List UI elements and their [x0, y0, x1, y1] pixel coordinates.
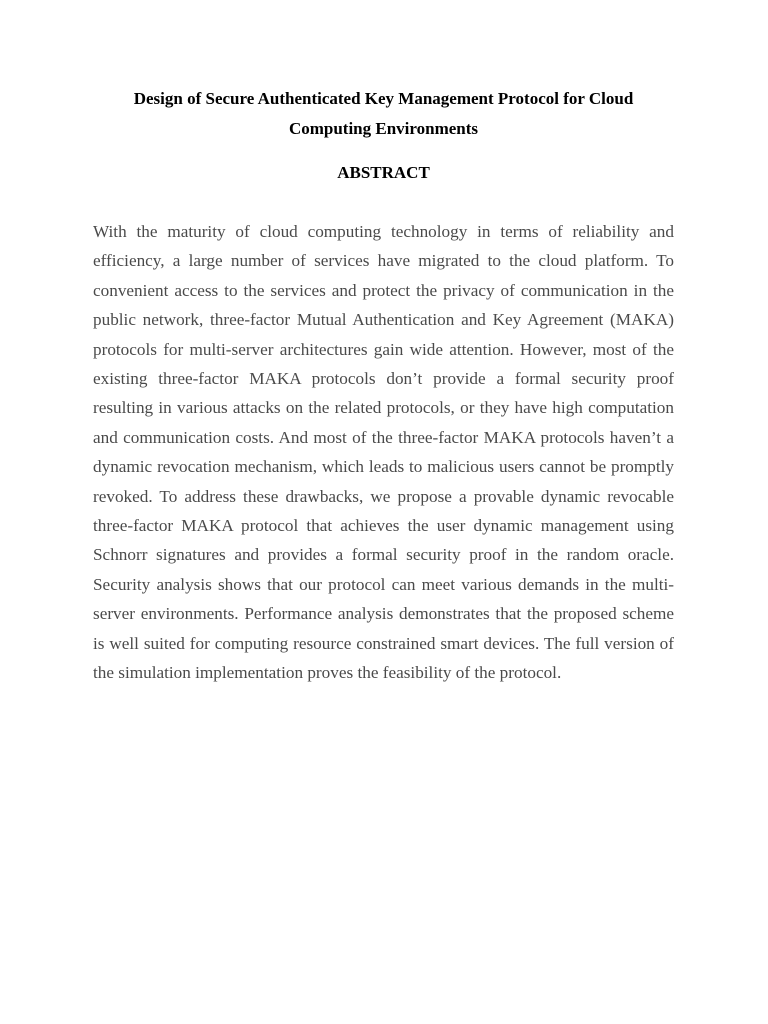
- abstract-heading: ABSTRACT: [337, 163, 430, 182]
- paper-title: Design of Secure Authenticated Key Management Protocol for Cloud Computing Environments: [133, 89, 634, 138]
- abstract-body: With the maturity of cloud computing technology in terms of reliability and efficiency, a large number of services have migrated to the cloud platform. To convenient access to the services and protect the privacy of communication in the public network, three-factor Mutual Authentication and Key Agreement (MAKA) protocols for multi-server architectures gain wide attention. However, most of the existing three-factor MAKA protocols don’t provide a formal security proof resulting in various attacks on the related protocols, or they have high computation and communication costs. And most of the three-factor MAKA protocols haven’t a dynamic revocation mechanism, which leads to malicious users cannot be promptly revoked. To address these drawbacks, we propose a provable dynamic revocable three-factor MAKA protocol that achieves the user dynamic management using Schnorr signatures and provides a formal security proof in the random oracle. Security analysis shows that our protocol can meet various demands in the multi-server environments. Performance analysis demonstrates that the proposed scheme is well suited for computing resource constrained smart devices. The full version of the simulation implementation proves the feasibility of the protocol.: [93, 222, 674, 683]
